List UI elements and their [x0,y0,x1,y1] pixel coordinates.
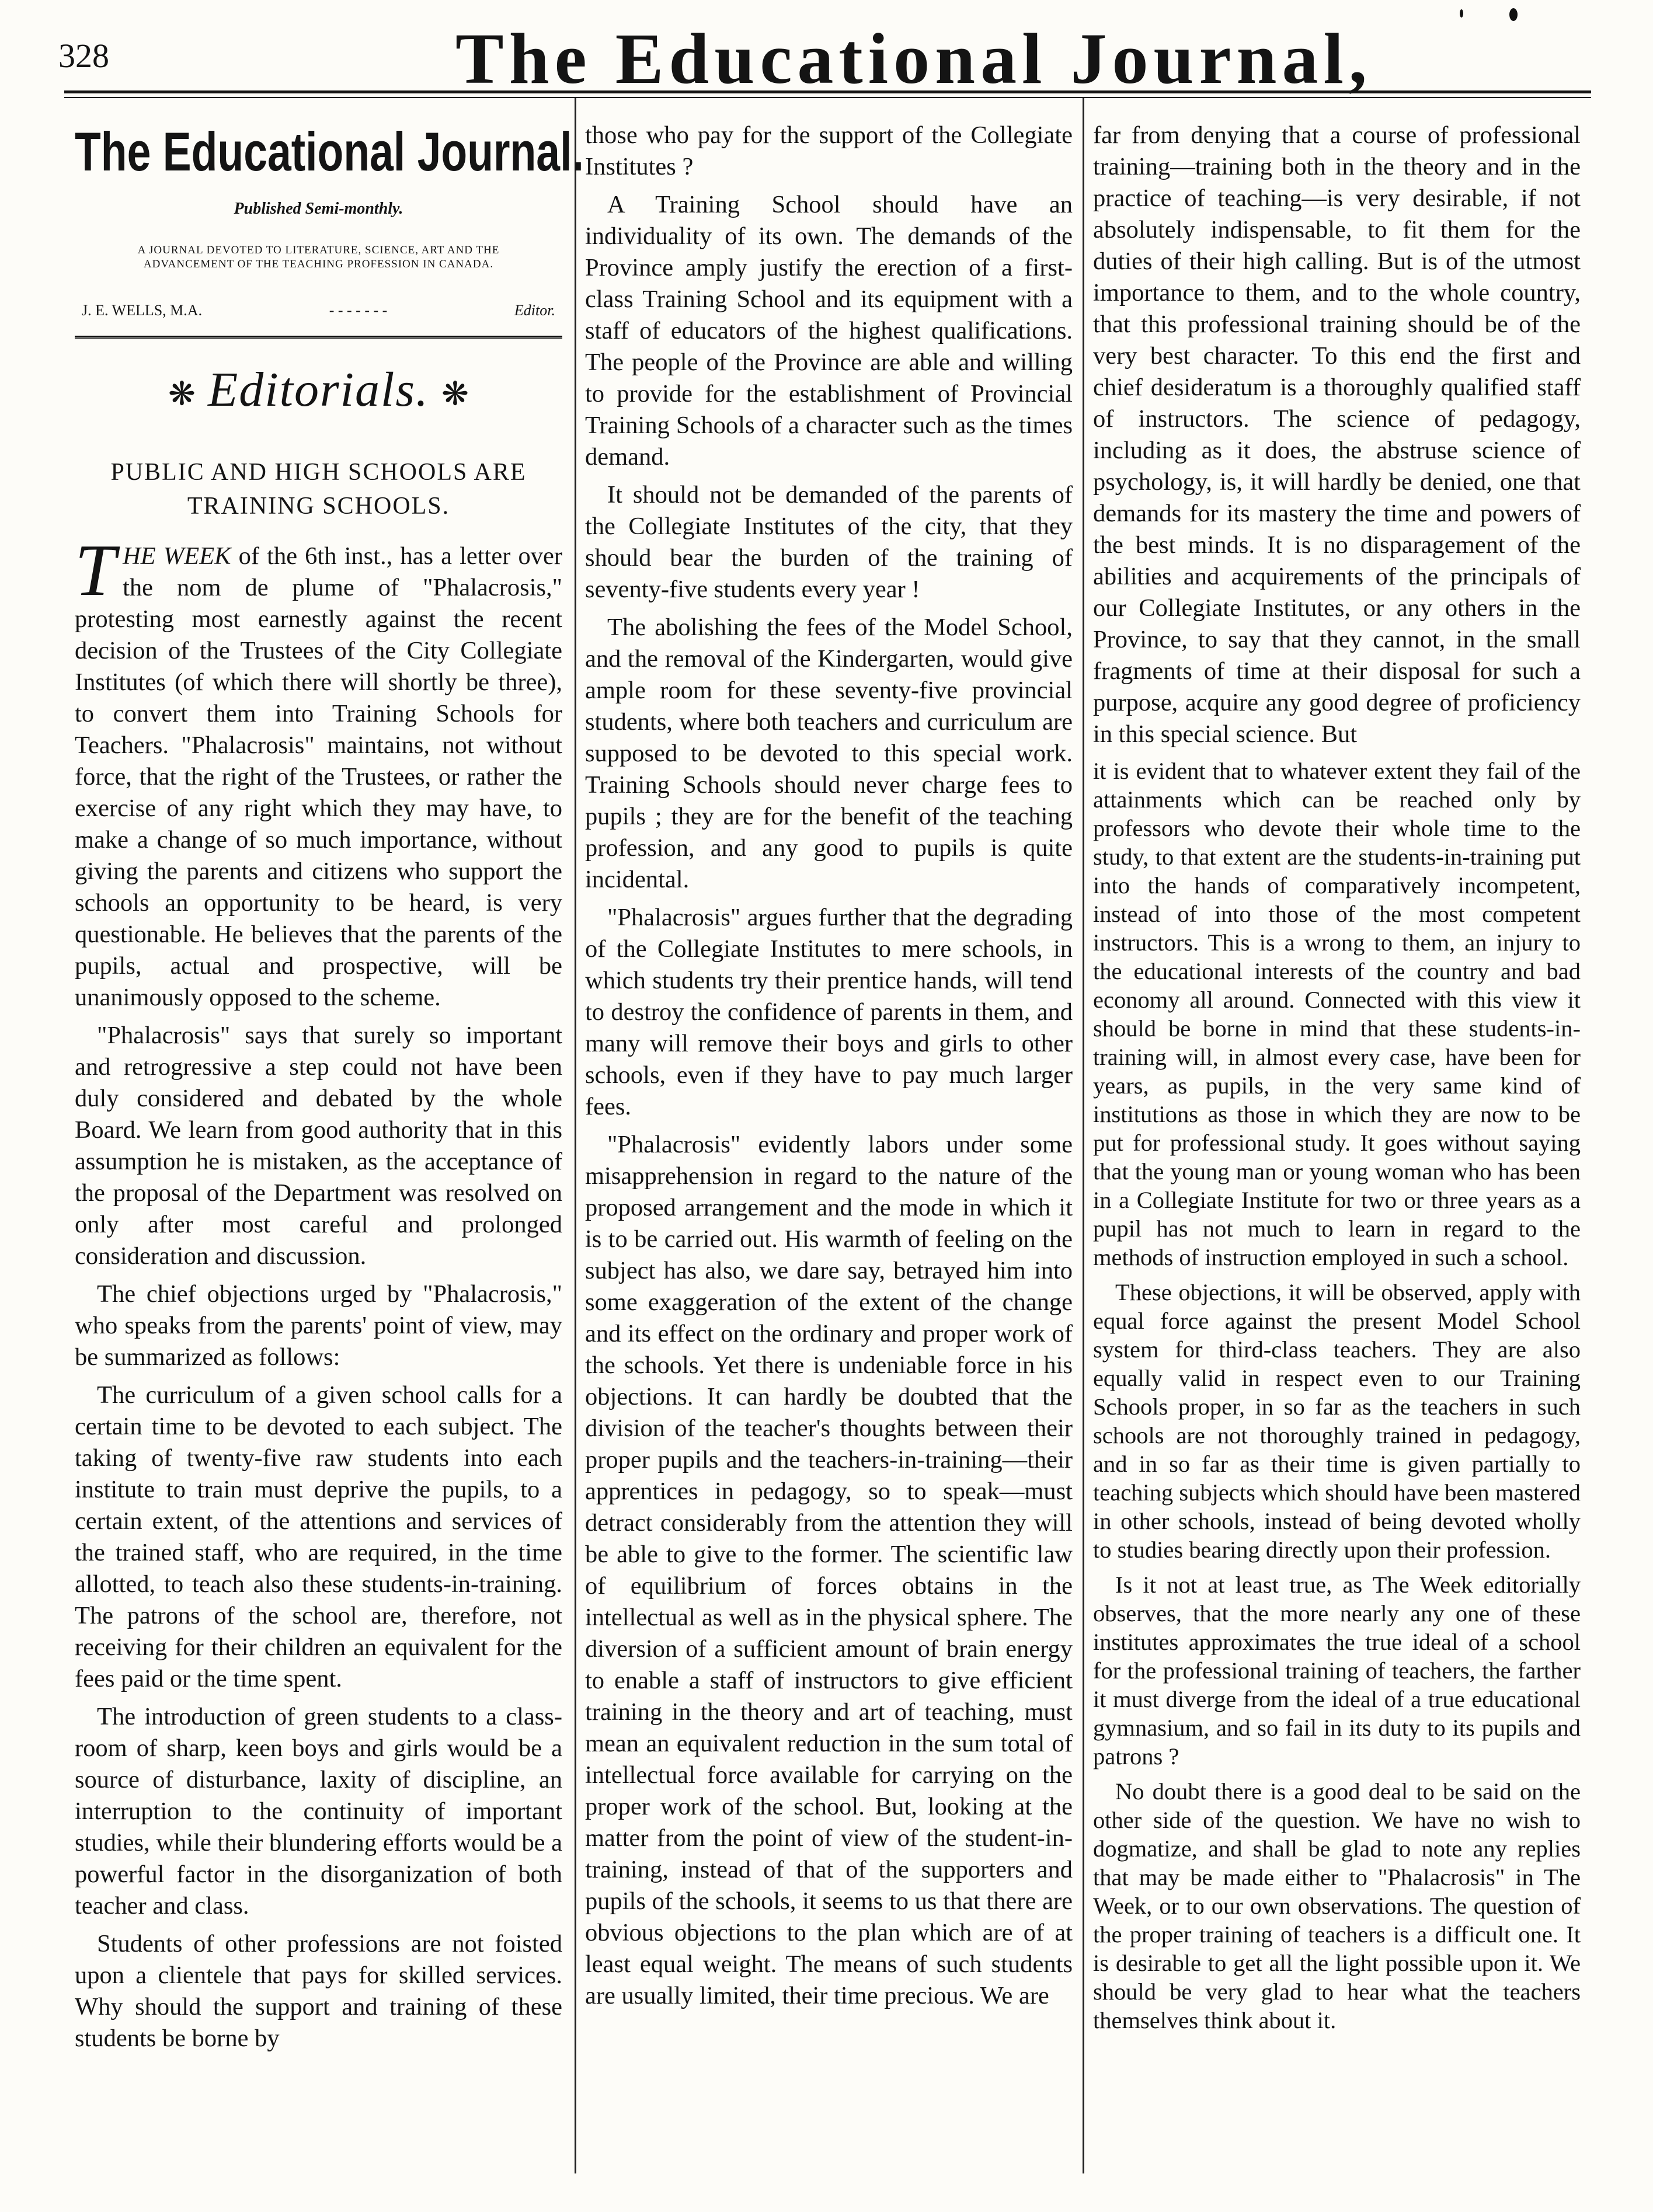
column-1 [75,120,584,2061]
paragraph: Students of other professions are not foisted upon a clientele that pays for skilled services. Why should the support and training of these students be borne by [75,1929,562,2052]
paragraph: "Phalacrosis" evidently labors under some misapprehension in regard to the nature of the proposed arrangement and the mode in which it is to be carried out. His warmth of feeling on the subject has also, we dare say, betrayed him into some exaggeration of the extent of the change and its effect on the ordinary and proper work of the schools. Yet there is undeniable force in his objections. It can hardly be doubted that the division of the teacher's thoughts between their proper pupils and the teachers-in-training—their apprentices in pedagogy, so to speak—must detract considerably from the attention they will be able to give to the former. The scientific law of equilibrium of forces obtains in the intellectual as well as in the physical sphere. The diversion of a sufficient amount of brain energy to enable a staff of instructors to give efficient training in the theory and art of teaching, must mean an equivalent reduction in the sum total of intellectual force available for carrying on the proper work of the school. But, looking at the matter from the point of view of the student-in-training, instead of that of the supporters and pupils of the schools, it seems to us that there are obvious objections to the plan which are of at least equal weight. The means of such students are usually limited, their time precious. We are [585,1131,1073,2009]
paragraph-text: of the 6th inst., has a letter over the nom de plume of "Phalacrosis," protesting most earnestly against the recent decision of the Trustees of the City Collegiate Institutes (of which there will shortly be three), to convert them into Training Schools for Teachers. "Phalacrosis" maintains, not without force, that the right of the Trustees, or rather the exercise of any right which they may have, to make a change of so much importance, without giving the parents and citizens who support the schools an opportunity to be heard, is very questionable. He believes that the parents of the pupils, actual and prospective, will be unanimously opposed to the scheme. [75,542,563,1011]
paragraph: These objections, it will be observed, apply with equal force against the present Model School system for third-class teachers. They are also equally valid in respect even to our Training Schools proper, in so far as the teachers in such schools are not thoroughly trained in pedagogy, and in so far as their time is given partially to teaching subjects which should have been mastered in other schools, instead of being devoted wholly to studies bearing directly upon their profession. [1093,1279,1581,1563]
running-head: The Educational Journal, [455,19,1372,99]
ink-speck [1509,8,1518,21]
paragraph: No doubt there is a good deal to be said on the other side of the question. We have no wish to dogmatize, and shall be glad to note any replies that may be made either to "Phalacrosis" in The Week, or to our own observations. The question of the proper training of teachers is a difficult one. It is desirable to get all the light possible upon it. We should be very glad to hear what the teachers themselves think about it. [1093,1778,1581,2033]
paragraph: it is evident that to whatever extent they fail of the attainments which can be reached only by professors who devote their whole time to the study, to that extent are the students-in-training put into the hands of comparatively incompetent, instead of into those of the most competent instructors. This is a wrong to them, an injury to the educational interests of the country and bad economy all around. Connected with this view it should be borne in mind that these students-in-training will, in almost every case, have been for years, as pupils, in the very same kind of institutions as those in which they are now to be put for professional study. It goes without saying that the young man or young woman who has been in a Collegiate Institute for two or three years as a pupil has not much to learn in regard to the methods of instruction employed in such a school. [1093,758,1581,1270]
paragraph: The chief objections urged by "Phalacrosis," who speaks from the parents' point of view, may be summarized as follows: [75,1280,562,1371]
masthead [75,120,584,339]
ornament-icon: ❋ [441,376,469,413]
masthead-description: A JOURNAL DEVOTED TO LITERATURE, SCIENCE, ART AND THE ADVANCEMENT OF THE TEACHING PROFESSION IN CANADA. [137,244,500,270]
editor-name: J. E. WELLS, M.A. [82,302,203,319]
paragraph: "Phalacrosis" says that surely so important and retrogressive a step could not have been duly considered and debated by the whole Board. We learn from good authority that in this assumption he is mistaken, as the acceptance of the proposal of the Department was resolved on only after most careful and prolonged consideration and discussion. [75,1021,562,1270]
masthead-title: The Educational Journal. [75,121,584,182]
paragraph: Is it not at least true, as The Week editorially observes, that the more nearly any one of these institutes approximates the true ideal of a school for the professional training of teachers, the farther it must diverge from the ideal of a true educational gymnasium, and so fail in its duty to its pupils and patrons ? [1093,1572,1581,1769]
paragraph: The curriculum of a given school calls for a certain time to be devoted to each subject. The taking of twenty-five raw students into each institute to train must deprive the pupils, to a certain extent, of the attentions and services of the trained staff, who are required, in the time allotted, to teach also these students-in-training. The patrons of the school are, therefore, not receiving for their children an equivalent for the fees paid or the time spent. [75,1381,562,1692]
page-number: 328 [58,37,109,75]
column-rule-1 [575,98,576,2173]
editorials-heading [75,362,562,423]
editor-dashes: - - - - - - - [329,302,388,319]
paragraph: far from denying that a course of professional training—training both in the theory and in the practice of teaching—is very desirable, if not absolutely indispensable, to fit them for the duties of their high calling. But is of the utmost importance to them, and to the whole country, that this professional training should be of the very best character. To this end the first and chief desideratum is a thoroughly qualified staff of instructors. The science of pedagogy, including as it does, the abstruse science of psychology, is, it will hardly be denied, one that demands for its mastery the time and powers of the best minds. It is no disparagement of the abilities and acquirements of the principals of our Collegiate Institutes, or any others in the Province, to say that they cannot, in the small fragments of time at their disposal for such a purpose, acquire any good degree of proficiency in this special science. But [1093,121,1581,748]
header-rule-top [64,90,1591,93]
paragraph: The introduction of green students to a class-room of sharp, keen boys and girls would be a source of disturbance, laxity of discipline, an interruption to the continuity of important studies, while their blundering efforts would be a powerful factor in the disorganization of both teacher and class. [75,1702,562,1920]
masthead-subtitle: Published Semi-monthly. [234,200,403,218]
column-3 [1093,120,1581,2041]
ink-speck [1460,9,1463,18]
drop-cap: T [75,530,116,611]
column-2 [585,120,1073,2018]
ornament-icon: ❋ [168,376,196,413]
paragraph: "Phalacrosis" argues further that the degrading of the Collegiate Institutes to mere schools, in which students try their prentice hands, will tend to destroy the confidence of parents in them, and many will remove their boys and girls to other schools, even if they have to pay much larger fees. [585,904,1073,1120]
paragraph: those who pay for the support of the Collegiate Institutes ? [585,121,1073,180]
section-title: Editorials. [207,363,430,417]
header-rule-bottom [64,97,1591,98]
editor-role: Editor. [514,302,555,319]
paragraph [75,530,563,1013]
paragraph: The abolishing the fees of the Model School, and the removal of the Kindergarten, would give ample room for these seventy-five provincial students, where both teachers and curriculum are supposed to be devoted to this special work. Training Schools should never charge fees to pupils ; they are for the benefit of the teaching profession, and any good to pupils is quite incidental. [585,614,1073,893]
article-title: PUBLIC AND HIGH SCHOOLS ARE TRAINING SCHOOLS. [110,458,527,520]
paragraph: A Training School should have an individuality of its own. The demands of the Province amply justify the erection of a first-class Training School and its equipment with a staff of educators of the highest qualifications. The people of the Province are able and willing to provide for the establishment of Provincial Training Schools of a character such as the times demand. [585,191,1073,471]
paragraph: It should not be demanded of the parents of the Collegiate Institutes of the city, that they should bear the burden of the training of seventy-five students every year ! [585,481,1073,603]
small-type-section [1093,757,1581,2035]
editor-line [75,295,562,339]
column-rule-2 [1083,98,1084,2173]
lead-words: HE WEEK [123,542,231,570]
